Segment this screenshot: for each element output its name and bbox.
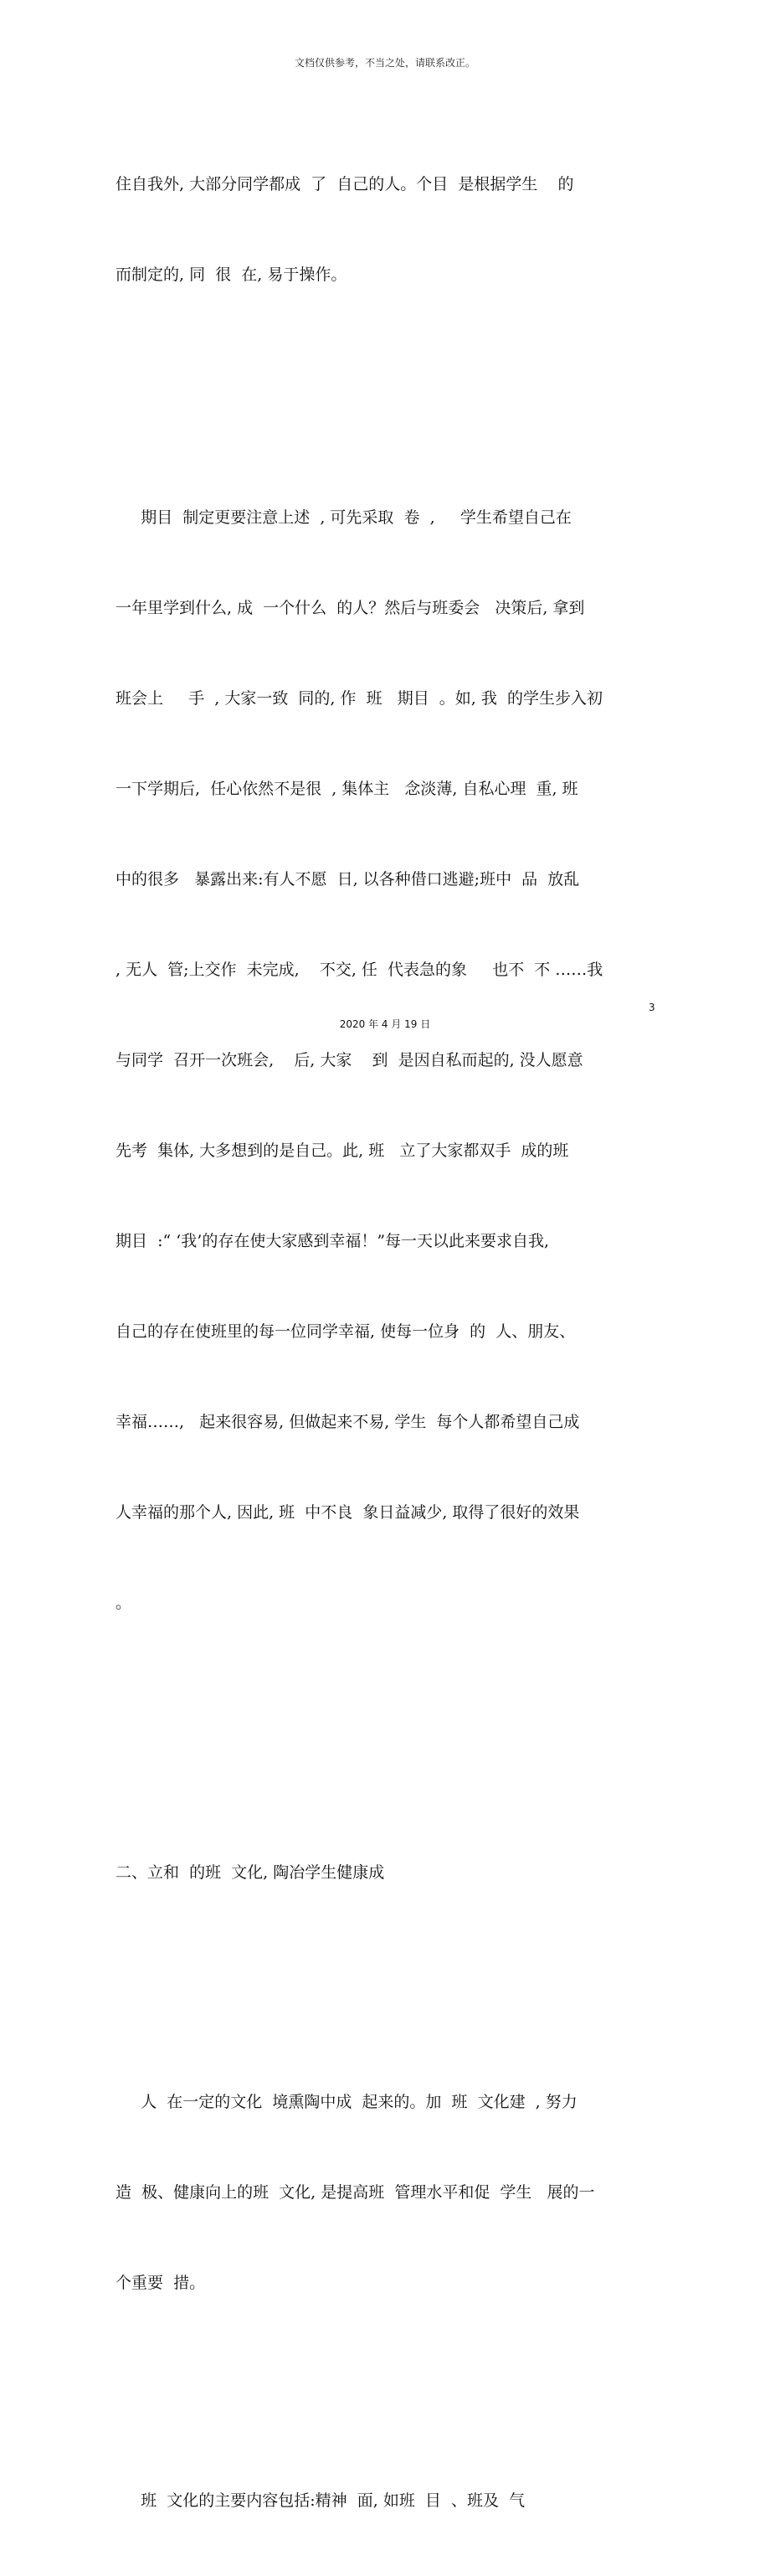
paragraph-line: 而制定的, 同 很 在, 易于操作。 [116,265,347,284]
paragraph-line: 班 文化的主要内容包括:精神 面, 如班 目 、班及 气 [116,2491,526,2510]
paragraph-line: 个重要 措。 [116,2274,206,2292]
page-header-note: 文档仅供参考，不当之处，请联系改正。 [294,57,475,69]
page-number: 3 [649,1002,655,1013]
paragraph-line: 一年里学到什么, 成 一个什么 的人？然后与班委会 决策后, 拿到 [116,599,585,617]
paragraph-line: 与同学 召开一次班会, 后, 大家 到 是因自私而起的, 没人愿意 [116,1051,583,1069]
paragraph-line: 自己的存在使班里的每一位同学幸福, 使每一位身 的 人、朋友、 [116,1322,576,1341]
paragraph-line: 一下学期后, 任心依然不是很 , 集体主 念淡薄, 自私心理 重, 班 [116,780,578,798]
paragraph-line: 幸福……, 起来很容易, 但做起来不易, 学生 每个人都希望自己成 [116,1413,580,1431]
paragraph-line: 人幸福的那个人, 因此, 班 中不良 象日益减少, 取得了很好的效果 [116,1503,580,1522]
paragraph-line: 住自我外, 大部分同学都成 了 自己的人。个目 是根据学生 的 [116,175,574,193]
paragraph-line: 班会上 手 , 大家一致 同的, 作 班 期目 。如, 我 的学生步入初 [116,689,603,708]
paragraph-line: 期目 :“ ‘我’的存在使大家感到幸福！”每一天以此来要求自我, [116,1232,550,1250]
paragraph-line: 中的很多 暴露出来:有人不愿 日, 以各种借口逃避;班中 品 放乱 [116,870,580,889]
paragraph-line: 造 极、健康向上的班 文化, 是提高班 管理水平和促 学生 展的一 [116,2183,595,2202]
paragraph-line: , 无人 管;上交作 未完成, 不交, 任 代表急的象 也不 不 ……我 [116,961,603,979]
paragraph-line: 。 [116,1594,132,1612]
paragraph-line: 先考 集体, 大多想到的是自己。此, 班 立了大家都双手 成的班 [116,1141,569,1160]
paragraph-line: 期目 制定更要注意上述 , 可先采取 卷 , 学生希望自己在 [116,508,572,527]
document-body [116,109,618,2576]
footer-date: 2020 年 4 月 19 日 [339,1018,431,1030]
section-heading: 二、立和 的班 文化, 陶冶学生健康成 [116,1863,385,1882]
paragraph-line: 人 在一定的文化 境熏陶中成 起来的。加 班 文化建 , 努力 [116,2093,578,2111]
